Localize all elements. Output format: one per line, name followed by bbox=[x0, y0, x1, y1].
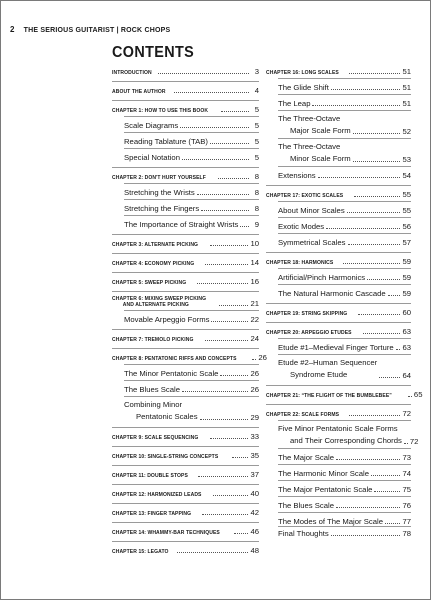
toc-section-entry[interactable] bbox=[266, 451, 411, 462]
dot-leader bbox=[347, 212, 401, 213]
toc-section-entry[interactable] bbox=[266, 483, 411, 494]
toc-section-entry[interactable] bbox=[266, 515, 411, 526]
entry-page-number: 55 bbox=[402, 190, 411, 199]
toc-section-entry[interactable] bbox=[266, 357, 411, 380]
toc-section-entry[interactable] bbox=[112, 399, 259, 422]
entry-title-line-2: Syndrome Etude bbox=[290, 369, 348, 379]
entry-page-number: 5 bbox=[254, 121, 259, 130]
rule bbox=[112, 348, 259, 349]
entry-page-number: 51 bbox=[402, 99, 411, 108]
dot-leader bbox=[349, 73, 401, 74]
entry-title: CHAPTER 2: DON'T HURT YOURSELF bbox=[112, 175, 206, 181]
entry-page-number: 26 bbox=[250, 385, 259, 394]
toc-section-entry[interactable] bbox=[266, 81, 411, 92]
entry-page-number: 21 bbox=[250, 299, 259, 308]
entry-page-number: 72 bbox=[402, 409, 411, 418]
entry-page-number: 59 bbox=[402, 273, 411, 282]
entry-page-number: 76 bbox=[402, 501, 411, 510]
toc-section-entry[interactable] bbox=[266, 499, 411, 510]
toc-section-entry[interactable] bbox=[112, 313, 259, 324]
rule bbox=[278, 217, 411, 218]
toc-section-entry[interactable] bbox=[112, 186, 259, 197]
entry-page-number: 40 bbox=[250, 489, 259, 498]
dot-leader bbox=[379, 377, 400, 378]
entry-page-number: 26 bbox=[250, 369, 259, 378]
rule bbox=[112, 503, 259, 504]
page-number: 2 bbox=[10, 25, 15, 34]
toc-section-entry[interactable] bbox=[266, 204, 411, 215]
entry-page-number: 64 bbox=[402, 371, 411, 380]
rule bbox=[278, 268, 411, 269]
dot-leader bbox=[177, 552, 249, 553]
rule bbox=[278, 512, 411, 513]
entry-page-number: 8 bbox=[254, 204, 259, 213]
toc-section-entry[interactable] bbox=[266, 271, 411, 282]
rule bbox=[112, 291, 259, 292]
dot-leader bbox=[201, 210, 249, 211]
entry-title: CHAPTER 20: ARPEGGIO ETUDES bbox=[266, 330, 352, 336]
toc-chapter-entry[interactable] bbox=[112, 105, 259, 114]
rule bbox=[124, 116, 259, 117]
entry-title: The Harmonic Minor Scale bbox=[278, 469, 370, 478]
entry-page-number: 51 bbox=[402, 83, 411, 92]
entry-title: The Blues Scale bbox=[124, 385, 180, 394]
entry-page-number: 63 bbox=[402, 327, 411, 336]
entry-page-number: 56 bbox=[402, 222, 411, 231]
rule bbox=[124, 396, 259, 397]
dot-leader bbox=[252, 359, 256, 360]
entry-title-line-2: Minor Scale Form bbox=[290, 153, 351, 163]
toc-chapter-entry[interactable] bbox=[112, 527, 259, 536]
dot-leader bbox=[234, 533, 249, 534]
entry-page-number: 5 bbox=[254, 137, 259, 146]
entry-title-line-1: CHAPTER 6: MIXING SWEEP PICKING bbox=[112, 296, 207, 302]
toc-section-entry[interactable] bbox=[266, 467, 411, 478]
rule bbox=[278, 78, 411, 79]
entry-title: CHAPTER 17: EXOTIC SCALES bbox=[266, 193, 344, 199]
entry-page-number: 59 bbox=[402, 257, 411, 266]
rule bbox=[278, 110, 411, 111]
entry-page-number: 60 bbox=[402, 308, 411, 317]
toc-section-entry[interactable] bbox=[112, 135, 259, 146]
toc-chapter-entry[interactable] bbox=[112, 470, 259, 479]
entry-page-number: 57 bbox=[402, 238, 411, 247]
toc-chapter-entry[interactable] bbox=[112, 451, 259, 460]
toc-chapter-entry[interactable] bbox=[112, 172, 259, 181]
rule bbox=[124, 183, 259, 184]
entry-title: Etude #1–Medieval Finger Torture bbox=[278, 343, 394, 352]
entry-page-number: 78 bbox=[402, 529, 411, 538]
rule bbox=[278, 480, 411, 481]
rule bbox=[278, 138, 411, 139]
entry-title: CHAPTER 21: “THE FLIGHT OF THE BUMBLEBEE” bbox=[266, 393, 392, 399]
rule bbox=[112, 484, 259, 485]
toc-section-entry[interactable] bbox=[112, 202, 259, 213]
entry-title: CHAPTER 19: STRING SKIPPING bbox=[266, 311, 348, 317]
entry-page-number: 33 bbox=[250, 432, 259, 441]
entry-page-number: 46 bbox=[250, 527, 259, 536]
rule bbox=[278, 338, 411, 339]
running-head bbox=[10, 25, 170, 34]
entry-title bbox=[112, 399, 198, 422]
entry-page-number: 5 bbox=[254, 153, 259, 162]
entry-page-number: 35 bbox=[250, 451, 259, 460]
entry-page-number: 52 bbox=[402, 127, 411, 136]
dot-leader bbox=[354, 196, 401, 197]
dot-leader bbox=[210, 245, 249, 246]
entry-title: Final Thoughts bbox=[278, 529, 329, 538]
toc-left-column bbox=[112, 67, 267, 555]
dot-leader bbox=[353, 133, 401, 134]
entry-page-number: 10 bbox=[250, 239, 259, 248]
entry-title: The Glide Shift bbox=[278, 83, 329, 92]
entry-title bbox=[266, 113, 351, 136]
rule bbox=[278, 464, 411, 465]
dot-leader bbox=[312, 105, 400, 106]
entry-title: Special Notation bbox=[124, 153, 180, 162]
dot-leader bbox=[197, 194, 249, 195]
toc-chapter-entry[interactable] bbox=[266, 390, 423, 399]
entry-title: CHAPTER 18: HARMONICS bbox=[266, 260, 334, 266]
toc-section-entry[interactable] bbox=[266, 287, 411, 298]
entry-title-line-1: Five Minor Pentatonic Scale Forms bbox=[278, 424, 398, 433]
rule bbox=[278, 233, 411, 234]
entry-title: CHAPTER 10: SINGLE-STRING CONCEPTS bbox=[112, 454, 219, 460]
entry-title-line-1: Combining Minor bbox=[124, 400, 183, 409]
entry-title: CHAPTER 8: PENTATONIC RIFFS AND CONCEPTS bbox=[112, 356, 237, 362]
dot-leader bbox=[385, 523, 400, 524]
entry-page-number: 29 bbox=[250, 413, 259, 422]
entry-title: Symmetrical Scales bbox=[278, 238, 346, 247]
entry-title bbox=[112, 296, 206, 308]
toc-right-column bbox=[266, 67, 423, 538]
rule bbox=[278, 496, 411, 497]
rule bbox=[124, 380, 259, 381]
entry-page-number: 63 bbox=[402, 343, 411, 352]
dot-leader bbox=[232, 457, 248, 458]
dot-leader bbox=[331, 535, 401, 536]
entry-title-line-2: Pentatonic Scales bbox=[136, 411, 198, 421]
entry-title: CHAPTER 22: SCALE FORMS bbox=[266, 412, 340, 418]
entry-page-number: 59 bbox=[402, 289, 411, 298]
dot-leader bbox=[343, 263, 401, 264]
toc-section-entry[interactable] bbox=[266, 527, 411, 538]
dot-leader bbox=[404, 443, 408, 444]
entry-title: CHAPTER 9: SCALE SEQUENCING bbox=[112, 435, 199, 441]
dot-leader bbox=[336, 507, 400, 508]
toc-chapter-entry[interactable] bbox=[266, 67, 411, 76]
entry-title: CHAPTER 7: TREMOLO PICKING bbox=[112, 337, 194, 343]
entry-title: The Modes of The Major Scale bbox=[278, 517, 383, 526]
dot-leader bbox=[219, 305, 249, 306]
rule bbox=[112, 329, 259, 330]
entry-page-number: 53 bbox=[402, 155, 411, 164]
entry-title-line-2: Major Scale Form bbox=[290, 125, 351, 135]
toc-chapter-entry[interactable] bbox=[112, 239, 259, 248]
dot-leader bbox=[220, 375, 248, 376]
dot-leader bbox=[205, 340, 249, 341]
entry-page-number: 8 bbox=[254, 172, 259, 181]
entry-title: The Importance of Straight Wrists bbox=[124, 220, 239, 229]
entry-title: Exotic Modes bbox=[278, 222, 325, 231]
dot-leader bbox=[205, 264, 248, 265]
toc-chapter-entry[interactable] bbox=[266, 409, 411, 418]
entry-title: The Blues Scale bbox=[278, 501, 334, 510]
rule bbox=[112, 81, 259, 82]
entry-title: CHAPTER 15: LEGATO bbox=[112, 549, 169, 555]
toc-section-entry[interactable] bbox=[266, 97, 411, 108]
entry-page-number: 16 bbox=[250, 277, 259, 286]
toc-section-entry[interactable] bbox=[112, 383, 259, 394]
entry-title: The Major Scale bbox=[278, 453, 334, 462]
dot-leader bbox=[180, 127, 249, 128]
toc-section-entry[interactable] bbox=[112, 151, 259, 162]
rule bbox=[266, 303, 411, 304]
dot-leader bbox=[182, 159, 249, 160]
entry-title: Stretching the Wrists bbox=[124, 188, 195, 197]
entry-page-number: 24 bbox=[250, 334, 259, 343]
dot-leader bbox=[396, 349, 401, 350]
dot-leader bbox=[158, 73, 249, 74]
entry-page-number: 48 bbox=[250, 546, 259, 555]
toc-chapter-entry[interactable] bbox=[112, 258, 259, 267]
entry-page-number: 74 bbox=[402, 469, 411, 478]
entry-title: The Minor Pentatonic Scale bbox=[124, 369, 219, 378]
entry-title: CHAPTER 1: HOW TO USE THIS BOOK bbox=[112, 108, 209, 114]
entry-title: CHAPTER 11: DOUBLE STOPS bbox=[112, 473, 188, 479]
entry-title: The Major Pentatonic Scale bbox=[278, 485, 373, 494]
rule bbox=[112, 253, 259, 254]
rule bbox=[266, 385, 411, 386]
rule bbox=[124, 148, 259, 149]
entry-page-number: 37 bbox=[250, 470, 259, 479]
dot-leader bbox=[349, 415, 400, 416]
page-title: CONTENTS bbox=[112, 44, 195, 61]
entry-title: The Natural Harmonic Cascade bbox=[278, 289, 386, 298]
toc-chapter-entry[interactable] bbox=[112, 546, 259, 555]
entry-title: CHAPTER 4: ECONOMY PICKING bbox=[112, 261, 195, 267]
rule bbox=[124, 132, 259, 133]
entry-page-number: 14 bbox=[250, 258, 259, 267]
rule bbox=[124, 199, 259, 200]
toc-section-entry[interactable] bbox=[266, 220, 411, 231]
entry-title: CHAPTER 5: SWEEP PICKING bbox=[112, 280, 187, 286]
entry-title: Movable Arpeggio Forms bbox=[124, 315, 210, 324]
rule bbox=[112, 522, 259, 523]
rule bbox=[278, 166, 411, 167]
rule bbox=[112, 167, 259, 168]
dot-leader bbox=[348, 244, 401, 245]
toc-section-entry[interactable] bbox=[266, 169, 411, 180]
toc-chapter-entry[interactable] bbox=[112, 508, 259, 517]
entry-title-line-1: Etude #2–Human Sequencer bbox=[278, 358, 378, 367]
rule bbox=[112, 100, 259, 101]
entry-page-number: 65 bbox=[413, 390, 423, 399]
rule bbox=[278, 201, 411, 202]
dot-leader bbox=[182, 391, 248, 392]
rule bbox=[266, 322, 411, 323]
toc-section-entry[interactable] bbox=[266, 423, 419, 446]
toc-chapter-entry[interactable] bbox=[266, 327, 411, 336]
entry-page-number: 51 bbox=[402, 67, 411, 76]
dot-leader bbox=[213, 495, 248, 496]
entry-title: Reading Tablature (TAB) bbox=[124, 137, 208, 146]
rule bbox=[112, 541, 259, 542]
entry-page-number: 77 bbox=[402, 517, 411, 526]
toc-chapter-entry[interactable] bbox=[266, 257, 411, 266]
toc-chapter-entry[interactable] bbox=[112, 489, 259, 498]
toc-section-entry[interactable] bbox=[266, 113, 411, 136]
entry-page-number: 9 bbox=[254, 220, 259, 229]
dot-leader bbox=[388, 295, 401, 296]
rule bbox=[124, 364, 259, 365]
toc-section-entry[interactable] bbox=[266, 236, 411, 247]
entry-page-number: 73 bbox=[402, 453, 411, 462]
dot-leader bbox=[200, 419, 249, 420]
entry-title: The Leap bbox=[278, 99, 311, 108]
rule bbox=[112, 234, 259, 235]
toc-chapter-entry[interactable] bbox=[112, 86, 259, 95]
entry-title bbox=[266, 141, 351, 164]
dot-leader bbox=[363, 333, 400, 334]
toc-chapter-entry[interactable] bbox=[112, 296, 259, 308]
dot-leader bbox=[218, 178, 249, 179]
entry-page-number: 54 bbox=[402, 171, 411, 180]
dot-leader bbox=[174, 92, 249, 93]
toc-chapter-entry[interactable] bbox=[112, 67, 259, 76]
dot-leader bbox=[353, 161, 401, 162]
rule bbox=[124, 215, 259, 216]
rule bbox=[278, 420, 411, 421]
toc-section-entry[interactable] bbox=[112, 367, 259, 378]
entry-title bbox=[266, 423, 402, 446]
dot-leader bbox=[221, 111, 249, 112]
running-head-text: THE SERIOUS GUITARIST | ROCK CHOPS bbox=[23, 27, 171, 34]
entry-title bbox=[266, 357, 377, 380]
toc-chapter-entry[interactable] bbox=[266, 190, 411, 199]
entry-title-line-2: and Their Corresponding Chords bbox=[290, 435, 402, 445]
rule bbox=[124, 310, 259, 311]
entry-page-number: 8 bbox=[254, 188, 259, 197]
entry-title: About Minor Scales bbox=[278, 206, 345, 215]
toc-chapter-entry[interactable] bbox=[112, 334, 259, 343]
entry-title: Artificial/Pinch Harmonics bbox=[278, 273, 366, 282]
dot-leader bbox=[408, 396, 412, 397]
entry-page-number: 55 bbox=[402, 206, 411, 215]
entry-title: INTRODUCTION bbox=[112, 70, 152, 76]
dot-leader bbox=[318, 177, 401, 178]
entry-title: Stretching the Fingers bbox=[124, 204, 200, 213]
dot-leader bbox=[240, 226, 249, 227]
entry-title: ABOUT THE AUTHOR bbox=[112, 89, 166, 95]
rule bbox=[112, 427, 259, 428]
entry-page-number: 5 bbox=[254, 105, 259, 114]
entry-title: CHAPTER 16: LONG SCALES bbox=[266, 70, 339, 76]
dot-leader bbox=[211, 321, 248, 322]
entry-page-number: 3 bbox=[254, 67, 259, 76]
rule bbox=[278, 284, 411, 285]
entry-page-number: 42 bbox=[250, 508, 259, 517]
dot-leader bbox=[374, 491, 400, 492]
rule bbox=[112, 446, 259, 447]
dot-leader bbox=[198, 476, 248, 477]
toc-section-entry[interactable] bbox=[112, 119, 259, 130]
toc-chapter-entry[interactable] bbox=[266, 308, 411, 317]
rule bbox=[278, 448, 411, 449]
entry-title: Scale Diagrams bbox=[124, 121, 179, 130]
toc-chapter-entry[interactable] bbox=[112, 432, 259, 441]
entry-title: Extensions bbox=[278, 171, 316, 180]
entry-page-number: 4 bbox=[254, 86, 259, 95]
entry-title-line-1: The Three-Octave bbox=[278, 114, 341, 123]
rule bbox=[112, 465, 259, 466]
toc-section-entry[interactable] bbox=[112, 218, 259, 229]
dot-leader bbox=[210, 438, 248, 439]
entry-page-number: 72 bbox=[409, 437, 419, 446]
dot-leader bbox=[331, 89, 401, 90]
rule bbox=[278, 354, 411, 355]
dot-leader bbox=[210, 143, 249, 144]
entry-title-line-2: AND ALTERNATE PICKING bbox=[122, 302, 189, 308]
dot-leader bbox=[371, 475, 400, 476]
entry-title: CHAPTER 12: HARMONIZED LEADS bbox=[112, 492, 202, 498]
toc-section-entry[interactable] bbox=[266, 341, 411, 352]
toc-section-entry[interactable] bbox=[266, 141, 411, 164]
dot-leader bbox=[367, 279, 400, 280]
dot-leader bbox=[326, 228, 400, 229]
rule bbox=[266, 404, 411, 405]
entry-title: CHAPTER 13: FINGER TAPPING bbox=[112, 511, 192, 517]
dot-leader bbox=[197, 283, 249, 284]
entry-page-number: 75 bbox=[402, 485, 411, 494]
dot-leader bbox=[336, 459, 400, 460]
rule bbox=[278, 94, 411, 95]
rule bbox=[112, 272, 259, 273]
entry-title-line-1: The Three-Octave bbox=[278, 142, 341, 151]
entry-title: CHAPTER 3: ALTERNATE PICKING bbox=[112, 242, 199, 248]
rule bbox=[266, 252, 411, 253]
entry-title: CHAPTER 14: WHAMMY-BAR TECHNIQUES bbox=[112, 530, 220, 536]
toc-chapter-entry[interactable] bbox=[112, 353, 267, 362]
toc-chapter-entry[interactable] bbox=[112, 277, 259, 286]
entry-page-number: 26 bbox=[258, 353, 267, 362]
entry-page-number: 22 bbox=[250, 315, 259, 324]
dot-leader bbox=[358, 314, 400, 315]
dot-leader bbox=[202, 514, 248, 515]
rule bbox=[266, 185, 411, 186]
